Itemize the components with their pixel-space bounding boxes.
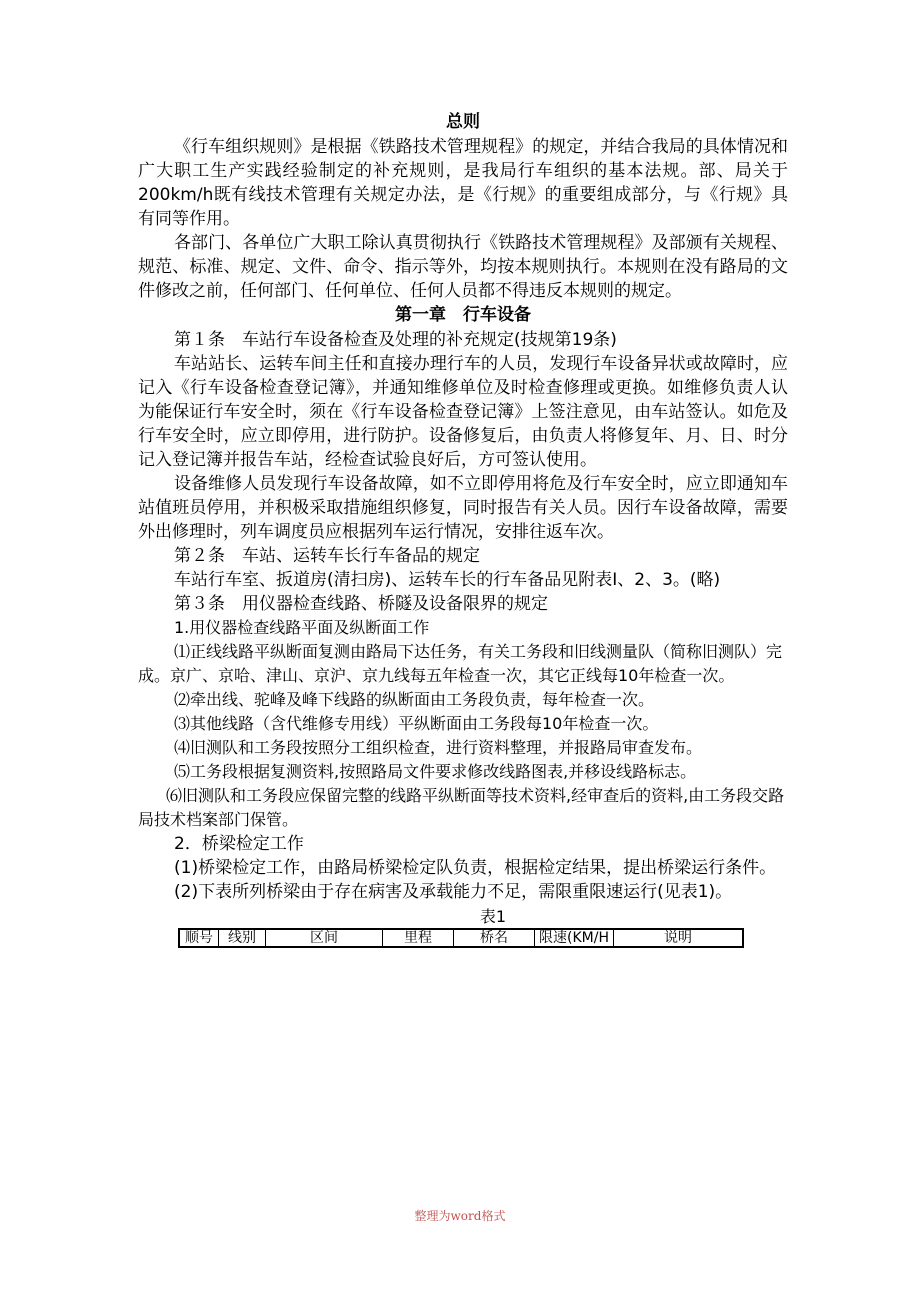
section-1-item-6: ⑹旧测队和工务段应保留完整的线路平纵断面等技术资料,经审查后的资料,由工务段交路局技术档案部门保管。 xyxy=(138,786,785,829)
chapter-title: 第一章 行车设备 xyxy=(395,305,531,325)
article-2-title: 第２条 车站、运转车长行车备品的规定 xyxy=(174,546,480,566)
header-cell-speed-limit: 限速(KM/H xyxy=(535,929,614,947)
article-1-title: 第１条 车站行车设备检查及处理的补充规定(技规第19条) xyxy=(174,330,617,350)
section-1-title: 1.用仪器检查线路平面及纵断面工作 xyxy=(174,618,430,637)
document-body xyxy=(138,110,788,948)
section-2-title: 2．桥梁检定工作 xyxy=(174,834,304,854)
section-1-item-5: ⑸工务段根据复测资料,按照路局文件要求修改线路图表,并移设线路标志。 xyxy=(174,762,697,781)
section-2-item-2: (2)下表所列桥梁由于存在病害及承载能力不足，需限重限速运行(见表1)。 xyxy=(174,882,733,902)
header-cell-mileage: 里程 xyxy=(383,929,454,947)
header-cell-bridge-name: 桥名 xyxy=(454,929,535,947)
section-2-item-1: (1)桥梁检定工作，由路局桥梁检定队负责，根据检定结果，提出桥梁运行条件。 xyxy=(174,858,777,878)
header-cell-order: 顺号 xyxy=(179,929,219,947)
article-1-paragraph-2: 设备维修人员发现行车设备故障，如不立即停用将危及行车安全时，应立即通知车站值班员停用，并积极采取措施组织修复，同时报告有关人员。因行车设备故障，需要外出修理时，列车调度员应根据列车运行情况，安排往返车次。 xyxy=(138,474,788,542)
intro-paragraph-2: 各部门、各单位广大职工除认真贯彻执行《铁路技术管理规程》及部颁有关规程、规范、标准、规定、文件、命令、指示等外，均按本规则执行。本规则在没有路局的文件修改之前，任何部门、任何单位、任何人员都不得违反本规则的规定。 xyxy=(138,233,788,301)
doc-title: 总则 xyxy=(446,112,480,132)
header-cell-line: 线别 xyxy=(219,929,266,947)
bridge-table xyxy=(178,928,744,948)
article-1-paragraph-1: 车站站长、运转车间主任和直接办理行车的人员，发现行车设备异状或故障时，应记入《行车设备检查登记簿》，并通知维修单位及时检查修理或更换。如维修负责人认为能保证行车安全时，须在《行车设备检查登记簿》上签注意见，由车站签认。如危及行车安全时，应立即停用，进行防护。设备修复后，由负责人将修复年、月、日、时分记入登记簿并报告车站，经检查试验良好后，方可签认使用。 xyxy=(138,354,788,470)
section-1-item-3: ⑶其他线路（含代维修专用线）平纵断面由工务段每10年检查一次。 xyxy=(174,714,659,733)
table-header-row xyxy=(179,929,743,947)
section-1-item-2: ⑵牵出线、驼峰及峰下线路的纵断面由工务段负责，每年检查一次。 xyxy=(174,690,655,709)
section-1-item-4: ⑷旧测队和工务段按照分工组织检查，进行资料整理，并报路局审查发布。 xyxy=(174,738,703,757)
article-3-title: 第３条 用仪器检查线路、桥隧及设备限界的规定 xyxy=(174,594,548,614)
intro-paragraph-1: 《行车组织规则》是根据《铁路技术管理规程》的规定，并结合我局的具体情况和广大职工生产实践经验制定的补充规则，是我局行车组织的基本法规。部、局关于200km/h既有线技术管理有关规定办法，是《行规》的重要组成部分，与《行规》具有同等作用。 xyxy=(138,137,788,229)
header-cell-section: 区间 xyxy=(266,929,383,947)
footer-note: 整理为word格式 xyxy=(414,1209,506,1223)
article-2-paragraph-1: 车站行车室、扳道房(清扫房)、运转车长的行车备品见附表Ⅰ、2、3。(略) xyxy=(174,570,721,590)
header-cell-notes: 说明 xyxy=(614,929,744,947)
section-1-item-1: ⑴正线线路平纵断面复测由路局下达任务，有关工务段和旧线测量队（简称旧测队）完成。京广、京哈、津山、京沪、京九线每五年检查一次，其它正线每10年检查一次。 xyxy=(138,642,783,685)
table-caption: 表1 xyxy=(479,907,507,926)
